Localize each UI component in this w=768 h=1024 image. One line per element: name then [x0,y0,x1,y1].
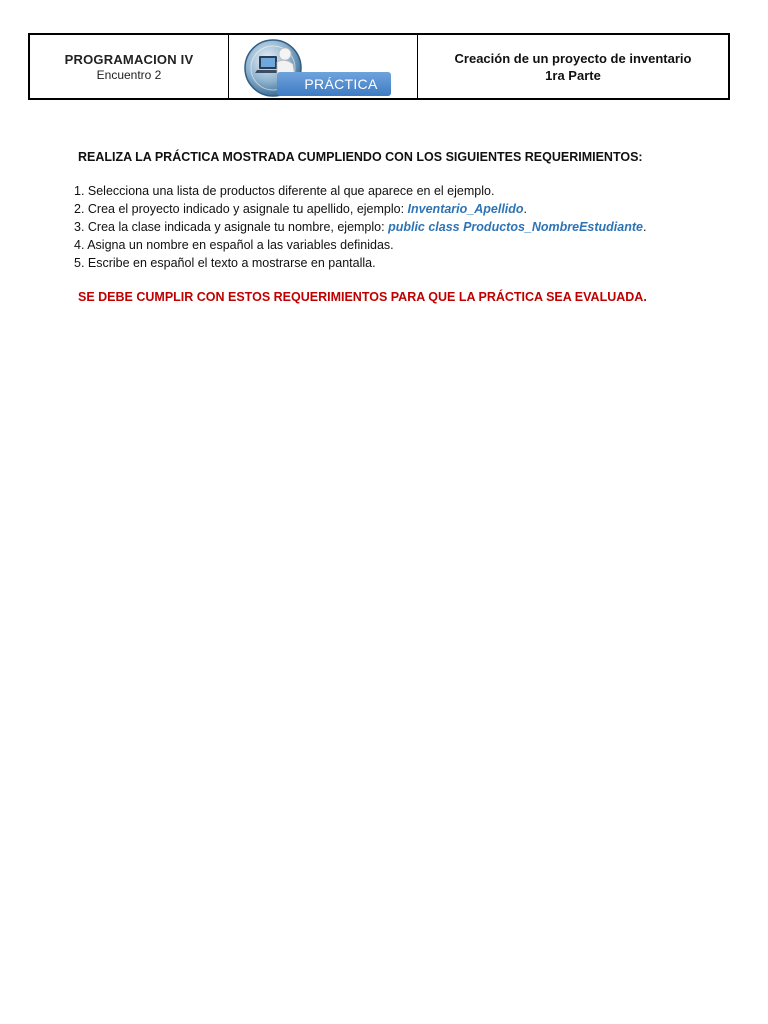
list-item: 5. Escribe en español el texto a mostrarse en pantalla. [74,256,376,270]
document-title: Creación de un proyecto de inventario [454,50,692,66]
list-item: 4. Asigna un nombre en español a las variables definidas. [74,238,394,252]
list-item: 1. Selecciona una lista de productos diferente al que aparece en el ejemplo. [74,184,495,198]
logo-cell [229,35,418,98]
course-session: Encuentro 2 [96,67,162,82]
header-table [28,33,730,100]
class-name-example: public class Productos_NombreEstudiante [388,220,643,234]
title-cell [418,35,728,98]
instructions-heading: REALIZA LA PRÁCTICA MOSTRADA CUMPLIENDO CON LOS SIGUIENTES REQUERIMIENTOS: [78,150,643,164]
document-subtitle: 1ra Parte [545,67,601,83]
list-item: 3. Crea la clase indicada y asignale tu nombre, ejemplo: public class Productos_NombreEstudiante. [74,220,647,234]
evaluation-warning: SE DEBE CUMPLIR CON ESTOS REQUERIMIENTOS PARA QUE LA PRÁCTICA SEA EVALUADA. [78,290,647,304]
course-name: PROGRAMACION IV [64,51,194,67]
content [74,150,734,304]
list-item: 2. Crea el proyecto indicado y asignale tu apellido, ejemplo: Inventario_Apellido. [74,202,528,216]
course-cell [30,35,229,98]
practica-logo [243,38,393,98]
project-name-example: Inventario_Apellido [407,202,524,216]
requirements-list [74,182,734,272]
logo-banner: PRÁCTICA [277,72,391,96]
